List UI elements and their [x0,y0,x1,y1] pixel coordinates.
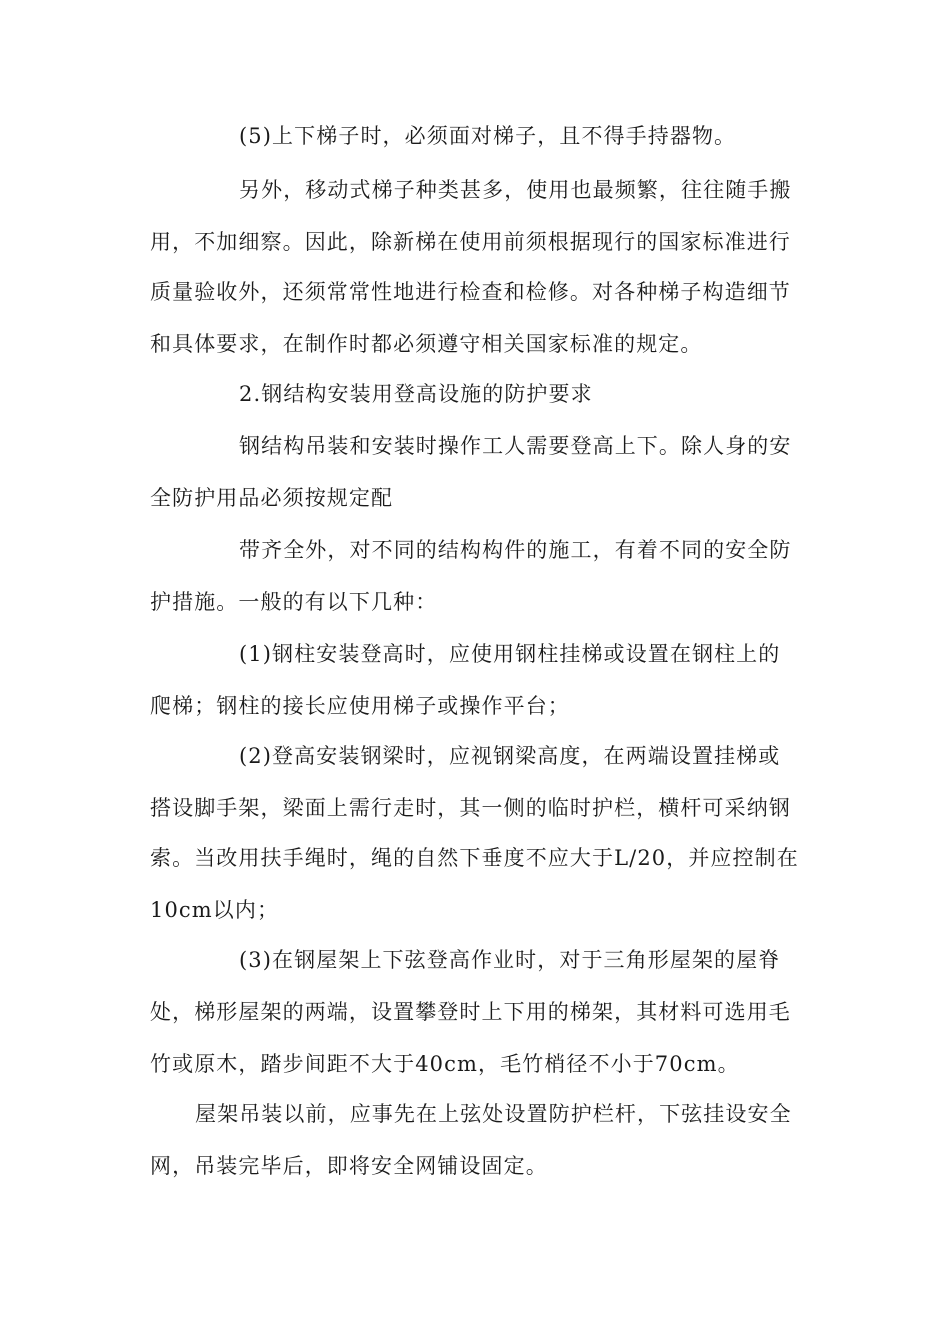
text-line: (2)登高安装钢梁时，应视钢梁高度，在两端设置挂梯或 [239,744,781,768]
text-line: 10cm以内； [150,898,280,922]
text-line: 竹或原木，踏步间距不大于40cm，毛竹梢径不小于70cm。 [150,1052,740,1076]
text-line: 屋架吊装以前，应事先在上弦处设置防护栏杆，下弦挂设安全 [195,1102,792,1126]
section-heading: 2.钢结构安装用登高设施的防护要求 [239,382,593,406]
text-line: 处，梯形屋架的两端，设置攀登时上下用的梯架，其材料可选用毛 [150,1000,791,1024]
text-line: (5)上下梯子时，必须面对梯子，且不得手持器物。 [239,124,737,148]
text-line: 钢结构吊装和安装时操作工人需要登高上下。除人身的安 [239,434,792,458]
text-line: 护措施。一般的有以下几种： [150,590,438,614]
text-line: (1)钢柱安装登高时，应使用钢柱挂梯或设置在钢柱上的 [239,642,781,666]
text-line: (3)在钢屋架上下弦登高作业时，对于三角形屋架的屋脊 [239,948,781,972]
text-line: 索。当改用扶手绳时，绳的自然下垂度不应大于L/20，并应控制在 [150,846,799,870]
text-line: 和具体要求，在制作时都必须遵守相关国家标准的规定。 [150,332,703,356]
text-line: 搭设脚手架，梁面上需行走时，其一侧的临时护栏，横杆可采纳钢 [150,796,791,820]
text-line: 用，不加细察。因此，除新梯在使用前须根据现行的国家标准进行 [150,230,791,254]
text-line: 爬梯；钢柱的接长应使用梯子或操作平台； [150,694,570,718]
text-line: 网，吊装完毕后，即将安全网铺设固定。 [150,1154,548,1178]
text-line: 带齐全外，对不同的结构构件的施工，有着不同的安全防 [239,538,792,562]
text-line: 质量验收外，还须常常性地进行检查和检修。对各种梯子构造细节 [150,280,791,304]
text-line: 另外，移动式梯子种类甚多，使用也最频繁，往往随手搬 [239,178,792,202]
text-line: 全防护用品必须按规定配 [150,486,394,510]
